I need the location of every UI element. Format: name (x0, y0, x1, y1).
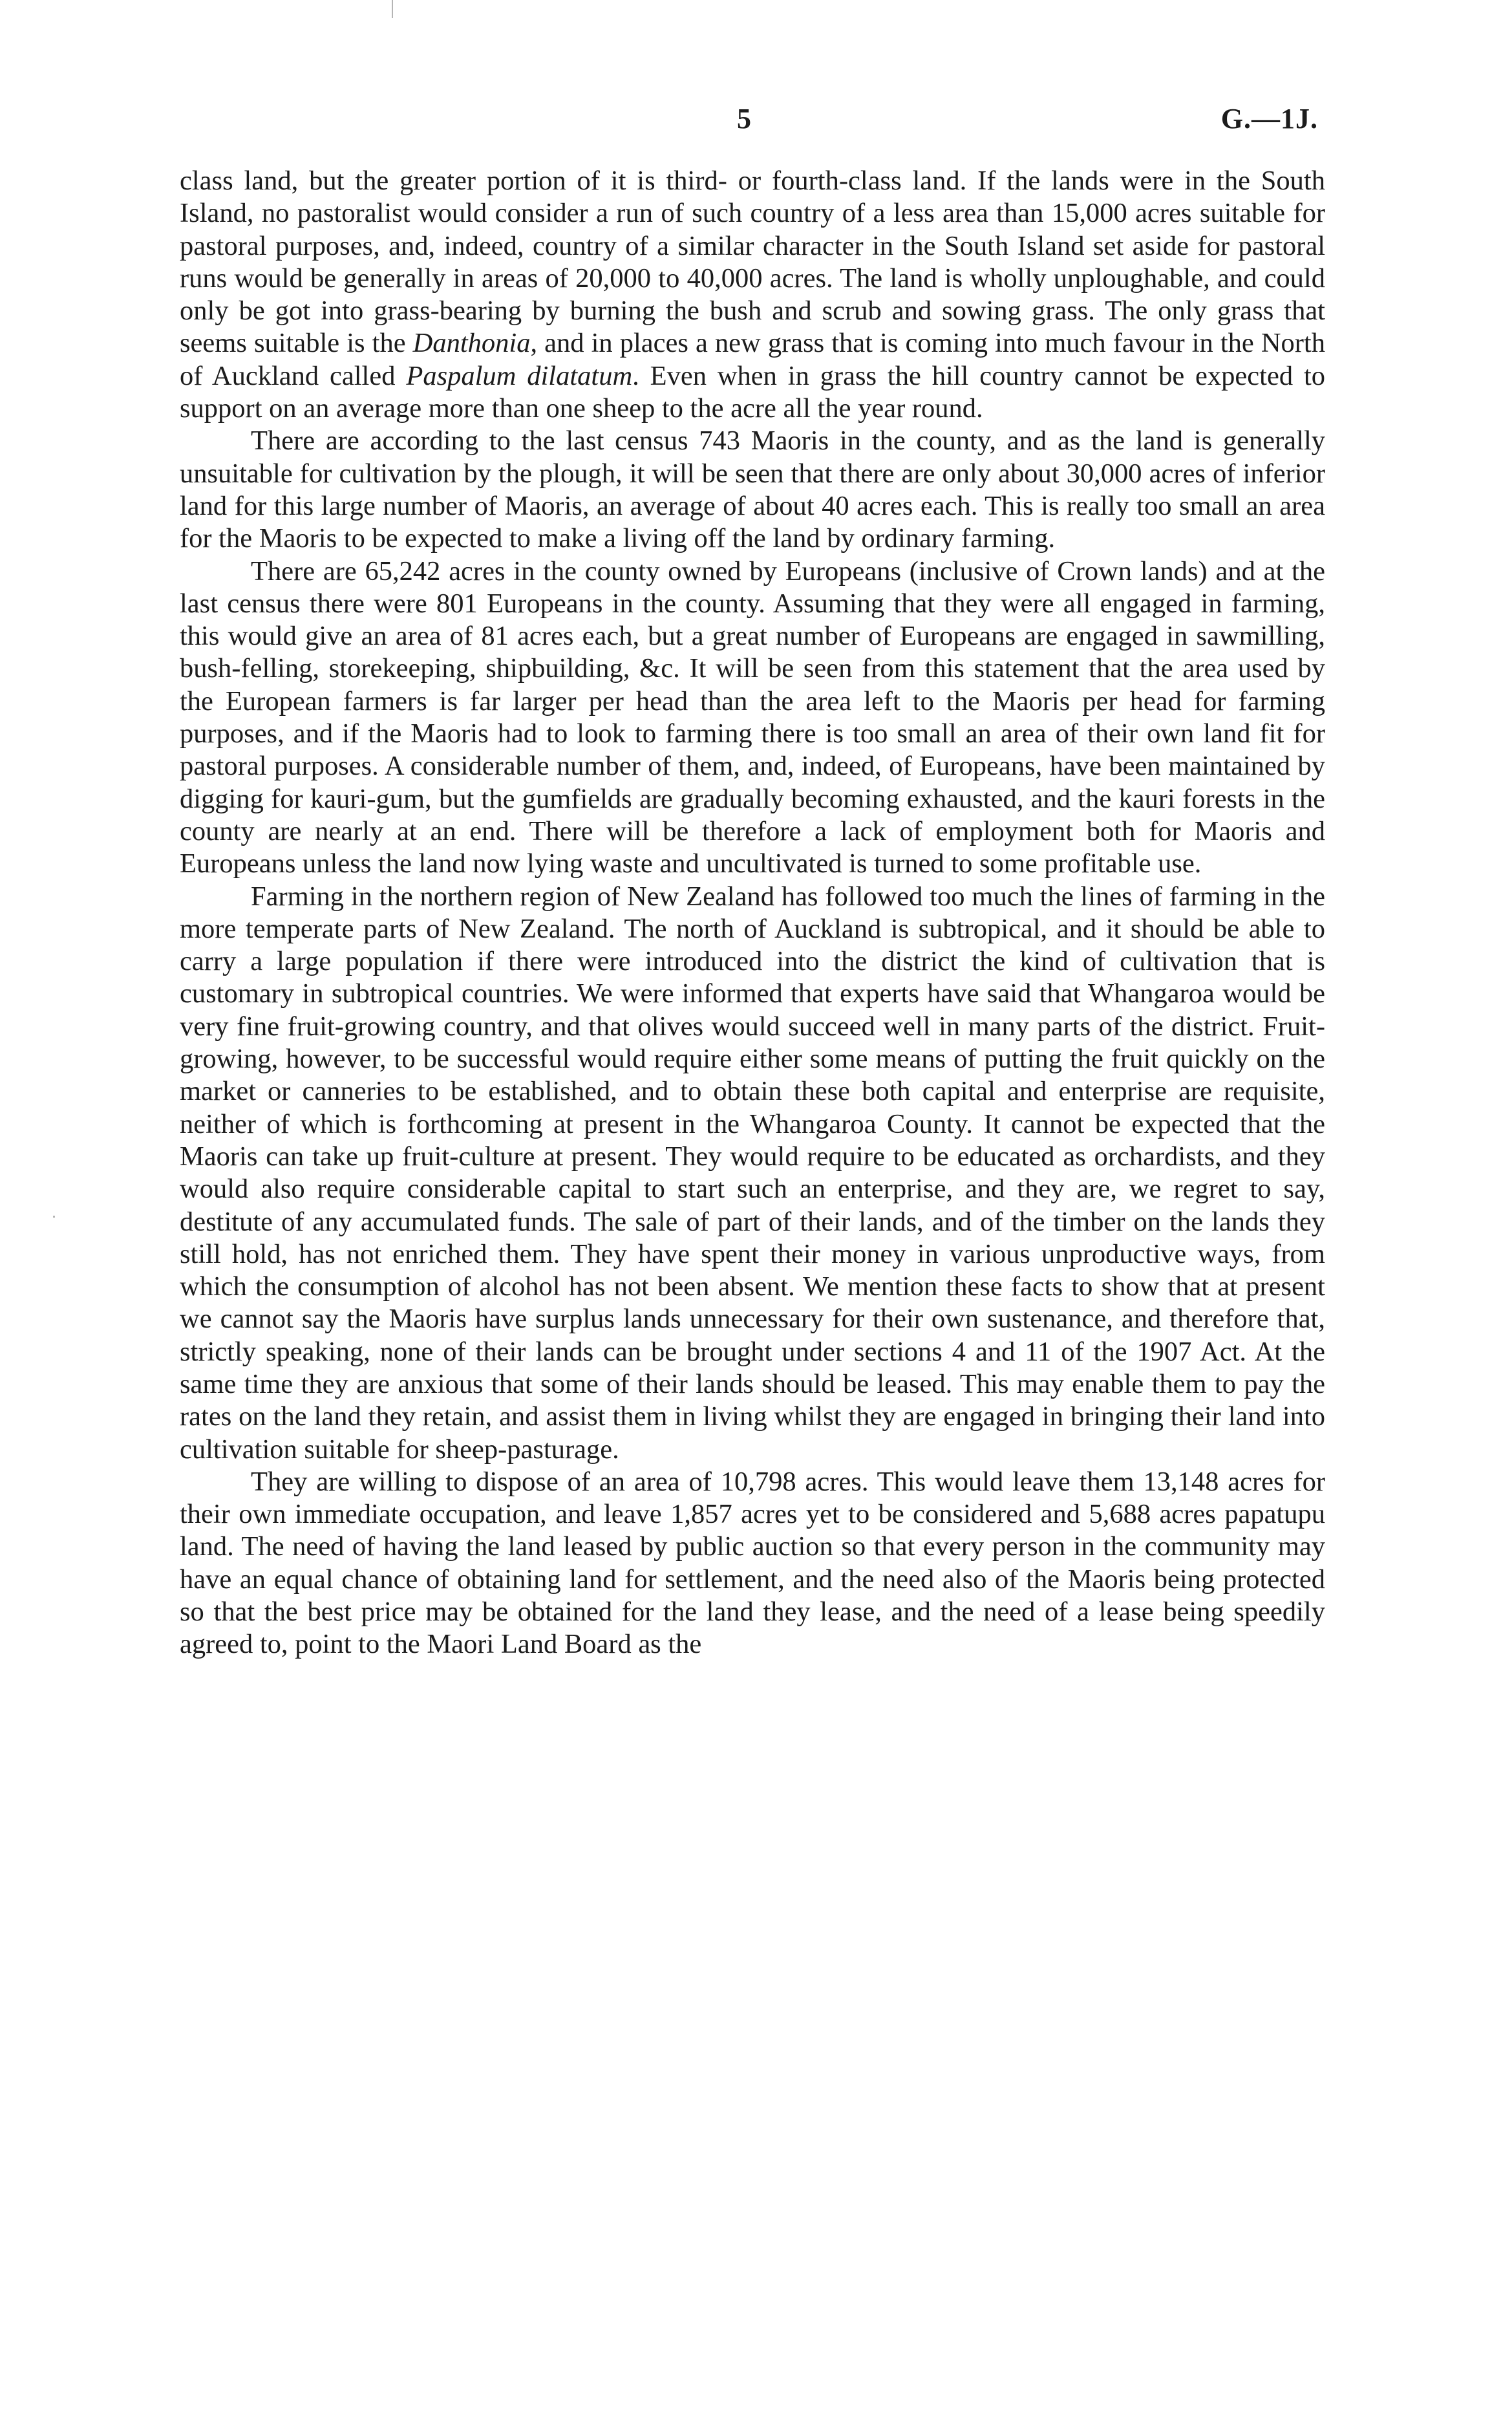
text-run: They are willing to dispose of an area of 10,798 acres. This would leave them 13,148 acres for their own immediate occupation, and leave 1,857 acres yet to be considered and 5,688 acres papatupu land. The need of having the land leased by public auction so that every person in the community may have an equal chance of obtaining land for settlement, and the need also of the Maoris being protected so that the best price may be obtained for the land they lease, and the need of a lease being speedily agreed to, point to the Maori Land Board as the (180, 1466, 1325, 1660)
text-run: Farming in the northern region of New Zealand has followed too much the lines of farming in the more temperate parts of New Zealand. The north of Auckland is subtropical, and it should be able to carry a large population if there were introduced into the district the kind of cultivation that is customary in subtropical countries. We were informed that experts have said that Whangaroa would be very fine fruit-growing country, and that olives would succeed well in many parts of the district. Fruit-growing, however, to be successful would require either some means of putting the fruit quickly on the market or canneries to be established, and to obtain these both capital and enterprise are requisite, neither of which is forthcoming at present in the Whangaroa County. It cannot be expected that the Maoris can take up fruit-culture at present. They would require to be educated as orchardists, and they would also require considerable capital to start such an enterprise, and they are, we regret to say, destitute of any accumulated funds. The sale of part of their lands, and of the timber on the lands they still hold, has not enriched them. They have spent their money in various unproductive ways, from which the consumption of alcohol has not been absent. We mention these facts to show that at present we cannot say the Maoris have surplus lands unnecessary for their own sustenance, and therefore that, strictly speaking, none of their lands can be brought under sections 4 and 11 of the 1907 Act. At the same time they are anxious that some of their lands should be leased. This may enable them to pay the rates on the land they retain, and assist them in living whilst they are engaged in bringing their land into cultivation suitable for sheep-pasturage. (180, 881, 1325, 1465)
italic-term: Paspalum dilatatum (406, 360, 633, 391)
paragraph (180, 165, 1325, 425)
text-run: class land, but the greater portion of it is third- or fourth-class land. If the lands were in the South Island, no pastoralist would consider a run of such country of a less area than 15,000 acres suitable for pastoral purposes, and, indeed, country of a similar character in the South Island set aside for pastoral runs would be generally in areas of 20,000 to 40,000 acres. The land is wholly unploughable, and could only be got into grass-bearing by burning the bush and scrub and sowing grass. The only grass that seems suitable is the (180, 166, 1325, 359)
page-header (0, 102, 1512, 141)
scan-artifact-left (53, 1216, 55, 1218)
paragraph (180, 425, 1325, 555)
document-reference: G.—1J. (1220, 103, 1318, 134)
paragraph (180, 555, 1325, 881)
scan-artifact-top (392, 0, 393, 18)
paragraph (180, 1466, 1325, 1661)
paragraph (180, 881, 1325, 1466)
text-run: There are 65,242 acres in the county owned by Europeans (inclusive of Crown lands) and at the last census there were 801 Europeans in the county. Assuming that they were all engaged in farming, this would give an area of 81 acres each, but a great number of Europeans are engaged in sawmilling, bush-felling, storekeeping, shipbuilding, &c. It will be seen from this statement that the area used by the European farmers is far larger per head than the area left to the Maoris per head for farming purposes, and if the Maoris had to look to farming there is too small an area of their own land fit for pastoral purposes. A considerable number of them, and, indeed, of Europeans, have been maintained by digging for kauri-gum, but the gumfields are gradually becoming exhausted, and the kauri forests in the county are nearly at an end. There will be therefore a lack of employment both for Maoris and Europeans unless the land now lying waste and uncultivated is turned to some profitable use. (180, 555, 1325, 879)
text-run: . Even when in grass the hill country cannot be expected to support on an average more than one sheep to the acre all the year round. (180, 360, 1325, 424)
text-run: , and in places a new grass that is coming into much favour in the North of Auckland called (180, 328, 1325, 391)
page-number: 5 (737, 103, 751, 134)
text-run: There are according to the last census 743 Maoris in the county, and as the land is generally unsuitable for cultivation by the plough, it will be seen that there are only about 30,000 acres of inferior land for this large number of Maoris, an average of about 40 acres each. This is really too small an area for the Maoris to be expected to make a living off the land by ordinary farming. (180, 425, 1325, 554)
italic-term: Danthonia (412, 328, 531, 359)
body-text (180, 165, 1325, 1661)
